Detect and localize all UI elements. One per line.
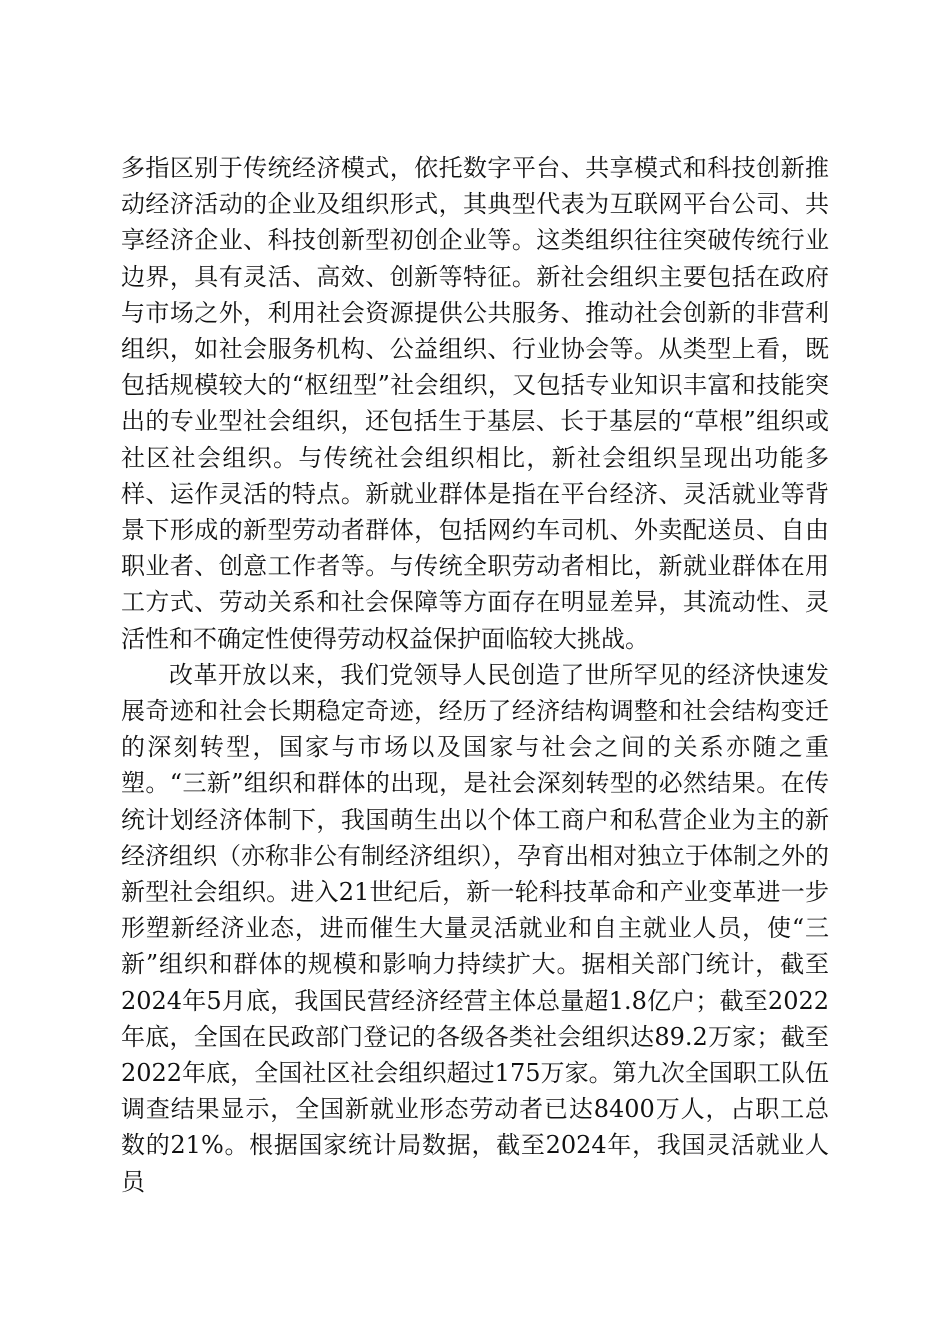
document-body	[121, 150, 829, 1200]
paragraph-new-organizations-definition: 多指区别于传统经济模式，依托数字平台、共享模式和科技创新推动经济活动的企业及组织形式，其典型代表为互联网平台公司、共享经济企业、科技创新型初创企业等。这类组织往往突破传统行业边界，具有灵活、高效、创新等特征。新社会组织主要包括在政府与市场之外，利用社会资源提供公共服务、推动社会创新的非营利组织，如社会服务机构、公益组织、行业协会等。从类型上看，既包括规模较大的“枢纽型”社会组织，又包括专业知识丰富和技能突出的专业型社会组织，还包括生于基层、长于基层的“草根”组织或社区社会组织。与传统社会组织相比，新社会组织呈现出功能多样、运作灵活的特点。新就业群体是指在平台经济、灵活就业等背景下形成的新型劳动者群体，包括网约车司机、外卖配送员、自由职业者、创意工作者等。与传统全职劳动者相比，新就业群体在用工方式、劳动关系和社会保障等方面存在明显差异，其流动性、灵活性和不确定性使得劳动权益保护面临较大挑战。	[121, 154, 829, 653]
paragraph-reform-and-opening: 改革开放以来，我们党领导人民创造了世所罕见的经济快速发展奇迹和社会长期稳定奇迹，经历了经济结构调整和社会结构变迁的深刻转型，国家与市场以及国家与社会之间的关系亦随之重塑。“三新”组织和群体的出现，是社会深刻转型的必然结果。在传统计划经济体制下，我国萌生出以个体工商户和私营企业为主的新经济组织（亦称非公有制经济组织），孕育出相对独立于体制之外的新型社会组织。进入21世纪后，新一轮科技革命和产业变革进一步形塑新经济业态，进而催生大量灵活就业和自主就业人员，使“三新”组织和群体的规模和影响力持续扩大。据相关部门统计，截至2024年5月底，我国民营经济经营主体总量超1.8亿户；截至2022年底，全国在民政部门登记的各级各类社会组织达89.2万家；截至2022年底，全国社区社会组织超过175万家。第九次全国职工队伍调查结果显示，全国新就业形态劳动者已达8400万人，占职工总数的21%。根据国家统计局数据，截至2024年，我国灵活就业人员	[121, 660, 829, 1196]
